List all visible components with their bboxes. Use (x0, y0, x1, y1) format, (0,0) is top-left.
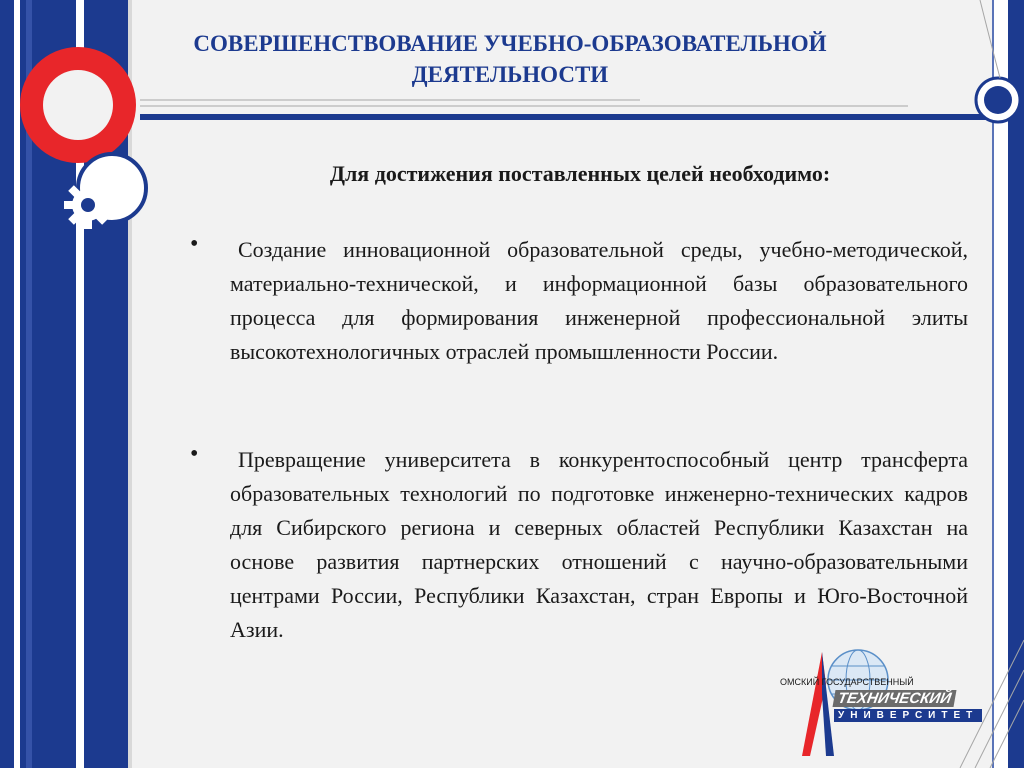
bullet-text: Создание инновационной образовательной среды, учебно-методической, материально-технической, и информационной базы образовательного процесса для формирования инженерной профессиональной элиты высокотехнологичных отраслей промышленности России. (230, 237, 968, 364)
slide-subheading: Для достижения поставленных целей необходимо: (329, 161, 831, 186)
logo-text-main: ТЕХНИЧЕСКИЙ (833, 690, 957, 707)
bullet-icon: • (190, 441, 199, 467)
slide-title-line-1: СОВЕРШЕНСТВОВАНИЕ УЧЕБНО-ОБРАЗОВАТЕЛЬНОЙ (193, 31, 827, 56)
slide-title (180, 28, 840, 90)
logo-text-top: ОМСКИЙ ГОСУДАРСТВЕННЫЙ (780, 677, 914, 687)
gear-icon (64, 181, 112, 229)
slide-title-line-2: ДЕЯТЕЛЬНОСТИ (411, 62, 609, 87)
bullet-text: Превращение университета в конкурентоспособный центр трансферта образовательных технологий по подготовке инженерно-технических кадров для Сибирского региона и северных областей Республики Казахстан на основе развития партнерских отношений с научно-образовательными центрами России, Республики Казахстан, стран Европы и Юго-Восточной Азии. (230, 447, 968, 642)
bullet-icon: • (190, 231, 199, 257)
logo-text-bottom: УНИВЕРСИТЕТ (834, 709, 982, 722)
ring-icon (20, 47, 136, 163)
